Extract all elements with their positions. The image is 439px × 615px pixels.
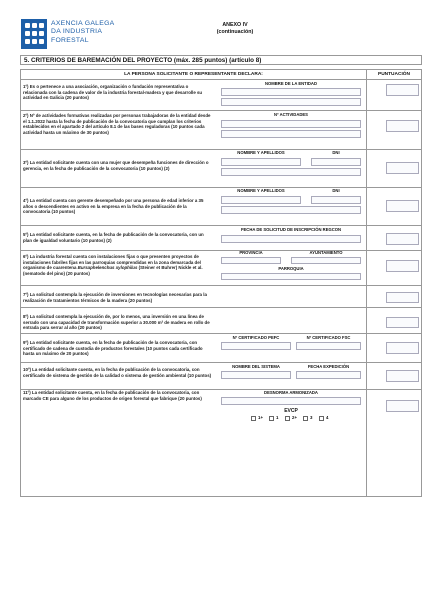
criterion-4: 4º) La entidad cuenta con gerente desempeñado por una persona de edad inferior a 35 años o descendientes en activo en la empresa en la fecha de publicación de la convocatoria (10 puntos)	[23, 198, 204, 215]
criterion-3-note: (2)	[164, 165, 170, 171]
fsc-field[interactable]	[296, 342, 361, 350]
section-title: 5. CRITERIOS DE BAREMACIÓN DEL PROYECTO (máx. 285 puntos) (artículo 8)	[20, 55, 422, 65]
council-label: AYUNTAMIENTO	[309, 250, 343, 255]
criterion-1: 1º) Es o pertenece a una asociación, organización o fundación representativa o relacionada con la cadena de valor de la industria forestal-madera y que desarrolle su actividad en Galicia (20 puntos)	[23, 84, 203, 101]
points-header: PUNTUACIÓN	[366, 70, 422, 80]
evcp-label: EVCP	[284, 408, 298, 414]
evcp-2plus-label: 2+	[292, 415, 298, 420]
num-activities-field[interactable]	[221, 120, 361, 128]
evcp-4-label: 4	[326, 415, 329, 420]
system-name-label: NOMBRE DEL SISTEMA	[232, 364, 280, 369]
criterion-3-text: 3º) La entidad solicitante cuenta con una mujer que desempeña funciones de dirección o gerencia, en la fecha de publicación de la convocatoria (10 puntos)	[23, 160, 209, 171]
criteria-table	[20, 69, 422, 497]
criterion-7: 7º) La solicitud contempla la ejecución de inversiones en tecnologías necesarias para la realización de tratamientos térmicos de la madera (20 puntos)	[23, 292, 207, 303]
evcp-1plus-label: 1+	[258, 415, 264, 420]
xunta-logo-icon	[21, 19, 47, 49]
agency-name	[51, 20, 115, 45]
dni-field-2[interactable]	[311, 196, 361, 204]
criterion-5	[23, 232, 213, 243]
evcp-1-label: 1	[276, 415, 279, 420]
num-activities-label: Nº ACTIVIDADES	[274, 112, 308, 117]
criterion-8: 8º) La solicitud contempla la ejecución de, por lo menos, una inversión en una línea de serrado con una capacidad de transformación superior a 30.000 m³ de madera en rollo de entrada para serrar al año (20 puntos)	[23, 314, 210, 331]
name-surname-field-2[interactable]	[221, 168, 361, 176]
dni-label-2: DNI	[332, 188, 340, 193]
criterion-6-text-c: (Steiner et Buhrer) Nickle et al. (nematodo del pino) (20 puntos)	[23, 265, 203, 276]
criterion-10: 10º) La entidad solicitante cuenta, en la fecha de publicación de la convocatoria, con certificado de sistema de gestión de la calidad o sistema de gestión ambiental (10 puntos)	[23, 367, 212, 378]
evcp-2plus-checkbox[interactable]	[285, 416, 290, 421]
entity-name-field[interactable]	[221, 88, 361, 96]
parish-label: PARROQUIA	[278, 266, 304, 271]
row-divider	[21, 285, 422, 286]
num-activities-field-2[interactable]	[221, 130, 361, 138]
criterion-5-note: (2)	[106, 237, 112, 243]
annex-title: ANEXO IV	[222, 22, 248, 28]
criterion-6-text-a: 6º) La industria forestal cuenta con instalaciones fijas o que presenten proyectos de instalaciones fabriles fijas en las parroquias comprendidas en la zona demarcada del organismo de cuarentena	[23, 254, 201, 271]
criterion-6	[23, 254, 213, 276]
criterion-11: 11º) La entidad solicitante cuenta, en la fecha de publicación de la convocatoria, con marcado CE para alguno de los productos de origen forestal que fabrique (20 puntos)	[23, 390, 202, 401]
council-field[interactable]	[291, 257, 361, 264]
points-field-11[interactable]	[386, 400, 419, 412]
name-surname-field-4[interactable]	[221, 206, 361, 214]
declares-header: LA PERSONA SOLICITANTE O REPRESENTANTE DECLARA:	[21, 70, 366, 80]
name-surname-label: NOMBRE Y APELLIDOS	[237, 150, 285, 155]
pefc-label: Nº CERTIFICADO PEFC	[232, 335, 280, 340]
points-field-1[interactable]	[386, 84, 419, 96]
agency-logo	[21, 19, 141, 53]
evcp-3-checkbox[interactable]	[303, 416, 308, 421]
points-field-2[interactable]	[386, 120, 419, 132]
province-field[interactable]	[221, 257, 281, 264]
criterion-2: 2º) Nº de actividades formativas realizadas por personas trabajadoras de la entidad desde el 1.1.2022 hasta la fecha de publicación de la convocatoria que cumplan los criterios establecidos en el apartado 2 del artículo 8.1 de las bases reguladoras (10 puntos cada actividad hasta un máximo de 30 puntos)	[23, 113, 211, 135]
points-field-3[interactable]	[386, 162, 419, 174]
evcp-3-label: 3	[310, 415, 313, 420]
evcp-4-checkbox[interactable]	[319, 416, 324, 421]
points-field-8[interactable]	[386, 317, 419, 328]
criterion-3	[23, 160, 213, 171]
regcon-date-label: FECHA DE SOLICITUD DE INSCRIPCIÓN REGCON	[240, 227, 342, 232]
row-divider	[21, 110, 422, 111]
evcp-1plus-checkbox[interactable]	[251, 416, 256, 421]
annex-subtitle: (continuación)	[216, 29, 254, 35]
points-field-4[interactable]	[386, 200, 419, 212]
agency-name-line-3: FORESTAL	[51, 36, 89, 44]
name-surname-field-3[interactable]	[221, 196, 301, 204]
fsc-label: Nº CERTIFICADO FSC	[306, 335, 351, 340]
row-divider	[21, 362, 422, 363]
pefc-field[interactable]	[221, 342, 291, 350]
row-divider	[21, 225, 422, 226]
row-divider	[21, 307, 422, 308]
row-divider	[21, 333, 422, 334]
name-surname-label-2: NOMBRE Y APELLIDOS	[237, 188, 285, 193]
points-column-divider	[366, 70, 367, 497]
annex-heading	[205, 22, 265, 36]
dni-field[interactable]	[311, 158, 361, 166]
points-field-9[interactable]	[386, 342, 419, 354]
criterion-5-text: 5º) La entidad solicitante cuenta, en la fecha de publicación de la convocatoria, con un plan de igualdad voluntario (10 puntos)	[23, 232, 204, 243]
harmonised-standard-field[interactable]	[221, 397, 361, 405]
parish-field[interactable]	[221, 273, 361, 280]
agency-name-line-2: DA INDUSTRIA	[51, 28, 103, 36]
points-field-6[interactable]	[386, 260, 419, 272]
dni-label: DNI	[332, 150, 340, 155]
system-name-field[interactable]	[221, 371, 291, 379]
agency-name-line-1: AXENCIA GALEGA	[51, 20, 115, 27]
points-field-7[interactable]	[386, 292, 419, 303]
entity-name-label: NOMBRE DE LA ENTIDAD	[265, 81, 317, 86]
regcon-date-field[interactable]	[221, 235, 361, 243]
points-field-5[interactable]	[386, 233, 419, 245]
criterion-6-species: Bursaphelenchus xylophilus	[77, 265, 138, 271]
points-field-10[interactable]	[386, 370, 419, 382]
province-label: PROVINCIA	[239, 250, 263, 255]
criterion-9: 9º) La entidad solicitante cuenta, en la fecha de publicación de la convocatoria, con certificado de cadena de custodia de productos forestales (10 puntos cada certificado hasta un máximo de 20 puntos)	[23, 340, 203, 357]
name-surname-field[interactable]	[221, 158, 301, 166]
issue-date-label: FECHA EXPEDICIÓN	[307, 364, 350, 369]
harmonised-standard-label: DESNORMA ARMONIZADA	[264, 390, 318, 395]
evcp-1-checkbox[interactable]	[269, 416, 274, 421]
entity-name-field-2[interactable]	[221, 98, 361, 106]
issue-date-field[interactable]	[296, 371, 361, 379]
